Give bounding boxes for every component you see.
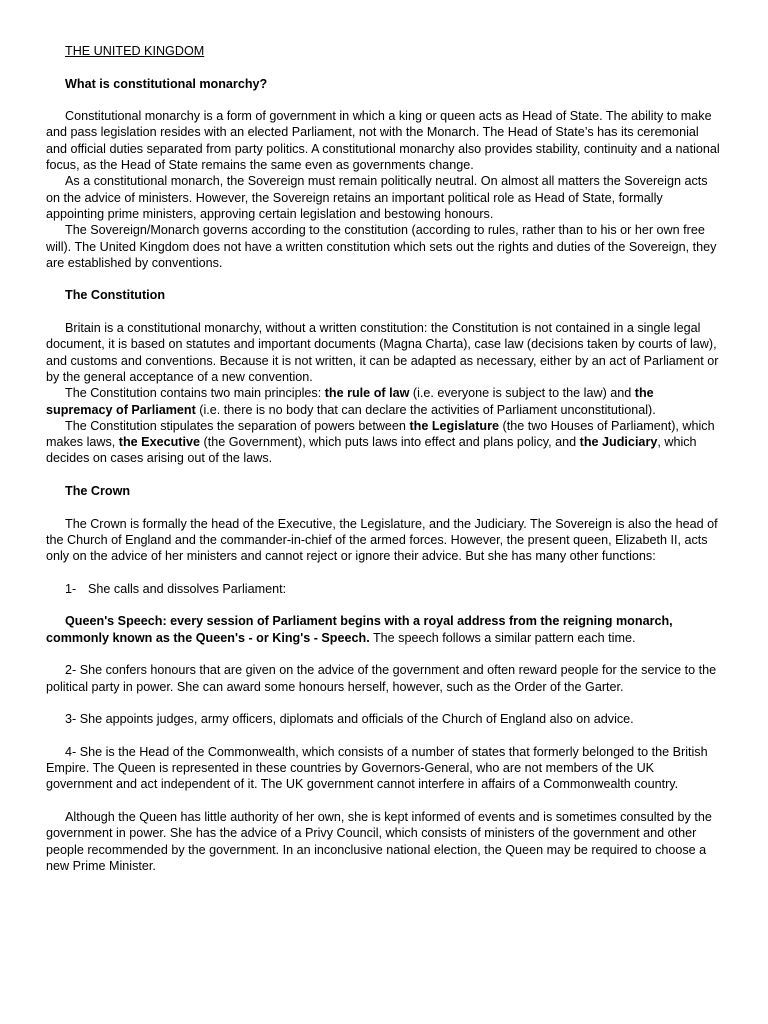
paragraph	[46, 385, 722, 418]
spacer	[46, 304, 722, 320]
document-title: THE UNITED KINGDOM	[65, 44, 205, 58]
spacer	[46, 597, 722, 613]
spacer	[46, 59, 722, 75]
list-item: 3- She appoints judges, army officers, diplomats and officials of the Church of England also on advice.	[65, 712, 634, 727]
list-item: 4- She is the Head of the Commonwealth, which consists of a number of states that formerly belonged to the British Empire. The Queen is represented in these countries by Governors-General, who are not members of the UK government and act independent of it. The UK government cannot interfere in affairs of a Commonwealth country.	[46, 744, 708, 792]
bold-term: the supremacy of Parliament	[46, 386, 654, 417]
text-run: The speech follows a similar pattern each time.	[369, 630, 636, 645]
spacer	[46, 727, 722, 743]
spacer	[46, 467, 722, 483]
spacer	[46, 565, 722, 581]
text-run: The Constitution stipulates the separation of powers between	[65, 418, 410, 433]
list-text: She calls and dissolves Parliament:	[88, 581, 287, 596]
text-run: (the Government), which puts laws into effect and plans policy, and	[200, 435, 580, 450]
paragraph: As a constitutional monarch, the Sovereign must remain politically neutral. On almost all matters the Sovereign acts on the advice of ministers. However, the Sovereign retains an important political role as Head of State, formally appointing prime ministers, approving certain legislation and bestowing honours.	[46, 174, 708, 221]
spacer	[46, 499, 722, 515]
spacer	[46, 92, 722, 108]
spacer	[46, 793, 722, 809]
bold-term: the Legislature	[409, 418, 500, 433]
text-run: The Constitution contains two main principles:	[65, 386, 325, 401]
bold-term: the Executive	[118, 435, 200, 450]
text-run: , which decides on cases arising out of the laws.	[46, 435, 697, 466]
spacer	[46, 646, 722, 662]
paragraph: The Crown is formally the head of the Executive, the Legislature, and the Judiciary. The Sovereign is also the head of the Church of England and the commander-in-chief of the armed forces. However, the present queen, Elizabeth II, acts only on the advice of her ministers and cannot reject or ignore their advice. But she has many other functions:	[46, 516, 718, 564]
text-run: (the two Houses of Parliament), which makes laws,	[46, 418, 715, 450]
paragraph: Britain is a constitutional monarchy, without a written constitution: the Constitution is not contained in a single legal document, it is based on statutes and important documents (Magna Charta), case law (decisions taken by courts of law), and customs and conventions. Because it is not written, it can be adapted as necessary, either by an act of Parliament or by the general acceptance of a new convention.	[46, 321, 719, 384]
list-item: 2- She confers honours that are given on the advice of the government and often reward people for the service to the political party in power. She can award some honours herself, however, such as the Order of the Garter.	[46, 663, 717, 694]
spacer	[46, 271, 722, 287]
text-run: (i.e. there is no body that can declare the activities of Parliament unconstitutional).	[195, 402, 656, 417]
paragraph	[46, 613, 722, 646]
bold-term: the rule of law	[324, 386, 410, 401]
paragraph: The Sovereign/Monarch governs according to the constitution (according to rules, rather than to his or her own free will). The United Kingdom does not have a written constitution which sets out the rights and duties of the Sovereign, they are established by conventions.	[46, 223, 717, 270]
list-item	[65, 581, 722, 597]
document-page	[46, 43, 722, 874]
paragraph	[46, 418, 722, 467]
paragraph: Constitutional monarchy is a form of government in which a king or queen acts as Head of State. The ability to make and pass legislation resides with an elected Parliament, not with the Monarch. The Head of State’s has its ceremonial and official duties separated from party politics. A constitutional monarchy also provides stability, continuity and a national focus, as the Head of State remains the same even as governments change.	[46, 109, 720, 173]
section-heading-crown: The Crown	[65, 484, 131, 499]
text-run: (i.e. everyone is subject to the law) and	[409, 386, 635, 401]
bold-term: the Judiciary	[579, 435, 658, 450]
paragraph: Although the Queen has little authority of her own, she is kept informed of events and is sometimes consulted by the government in power. She has the advice of a Privy Council, which consists of ministers of the government and other people recommended by the government. In an inconclusive national election, the Queen may be required to choose a new Prime Minister.	[46, 809, 712, 873]
list-number: 1-	[65, 581, 77, 596]
bold-term: Queen's Speech: every session of Parliament begins with a royal address from the reigning monarch, commonly known as the Queen's - or King's - Speech.	[46, 614, 673, 645]
section-heading-constitutional-monarchy: What is constitutional monarchy?	[65, 76, 268, 91]
section-heading-constitution: The Constitution	[65, 288, 166, 303]
spacer	[46, 695, 722, 711]
